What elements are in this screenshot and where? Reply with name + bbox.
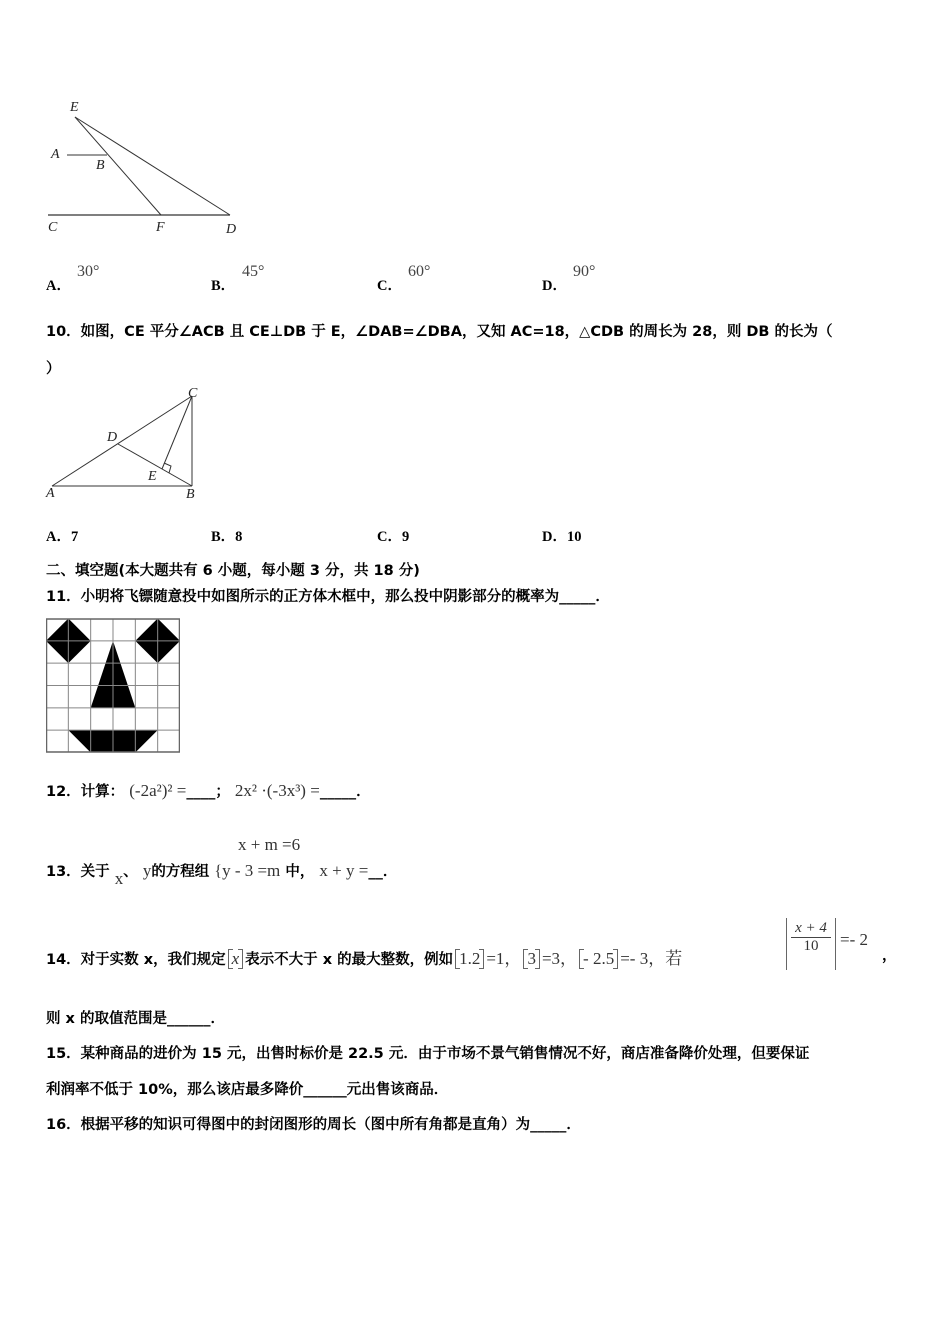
q13-y: y	[142, 861, 152, 880]
q14-floor-x: x	[228, 949, 244, 969]
q12-prefix: 12．计算：	[46, 784, 125, 800]
q13-prefix: 13．关于	[46, 864, 110, 880]
q14-value4: =- 2	[840, 930, 868, 949]
label-b: B	[186, 487, 195, 502]
label-c: C	[188, 386, 198, 401]
q9-option-a-letter[interactable]: A．	[46, 278, 71, 294]
q10-option-c[interactable]	[377, 525, 409, 546]
q14-text-b: 表示不大于 x 的最大整数，例如	[245, 952, 454, 968]
option-value: 7	[70, 529, 79, 545]
label-c: C	[48, 220, 58, 235]
q14-value3: =- 3，若	[620, 949, 683, 968]
q14-value2: =3，	[541, 949, 578, 968]
q15-line1: 15．某种商品的进价为 15 元，出售时标价是 22.5 元．由于市场不景气销售情况不好，商店准备降价处理，但要保证	[46, 1046, 810, 1062]
label-a: A	[51, 147, 60, 162]
label-d: D	[226, 222, 237, 237]
q13-eq2: y - 3 =m	[222, 861, 281, 880]
q14-denominator: 10	[803, 938, 819, 954]
q14-value1: =1，	[486, 949, 522, 968]
q9-option-d-letter[interactable]: D．	[542, 278, 567, 294]
q13-expr: x + y =	[319, 861, 369, 880]
q9-figure	[40, 95, 260, 245]
q10-option-d[interactable]	[542, 525, 581, 546]
q12-expr2: 2x² ·(-3x³) =	[234, 781, 320, 800]
q9-option-b-value: 45°	[242, 263, 265, 280]
option-letter: D．	[542, 529, 567, 545]
q14-example1: 1.2	[455, 949, 484, 969]
label-f: F	[156, 220, 165, 235]
label-a: A	[46, 486, 55, 501]
q10-option-a[interactable]	[46, 525, 78, 546]
q14-line2: 则 x 的取值范围是______．	[46, 1011, 225, 1027]
q11-dartboard-figure	[46, 617, 180, 754]
label-b: B	[96, 158, 105, 173]
q9-option-b-letter[interactable]: B．	[211, 278, 236, 294]
q14-comma: ，	[882, 948, 897, 964]
option-letter: B．	[211, 529, 236, 545]
q11-text: 11．小明将飞镖随意投中如图所示的正方体木框中，那么投中阴影部分的概率为_____．	[46, 589, 610, 605]
q13-mid: 的方程组	[151, 864, 210, 880]
label-d: D	[107, 430, 118, 445]
q10-text: 10．如图，CE 平分∠ACB 且 CE⊥DB 于 E，∠DAB=∠DBA，又知 AC=18，△CDB 的周长为 28，则 DB 的长为（	[46, 324, 833, 340]
q12-blank2[interactable]: _____．	[319, 784, 371, 800]
q9-option-a-value: 30°	[77, 263, 100, 280]
option-letter: A．	[46, 529, 71, 545]
label-e: E	[148, 469, 157, 484]
q13: 13．关于 x、 y的方程组 {y - 3 =m 中， x + y =__．	[46, 861, 398, 888]
q14-fraction	[786, 918, 836, 970]
q14-example2: 3	[523, 949, 540, 969]
q13-eq1: x + m =6	[238, 835, 301, 854]
section-2-heading: 二、填空题(本大题共有 6 小题，每小题 3 分，共 18 分)	[46, 563, 420, 579]
q16-text: 16．根据平移的知识可得图中的封闭图形的周长（图中所有角都是直角）为_____．	[46, 1117, 581, 1133]
q12-expr1: (-2a²)² =	[129, 781, 187, 800]
q13-suffix: 中，	[285, 864, 315, 880]
q10-option-b[interactable]	[211, 525, 242, 546]
option-value: 10	[566, 529, 582, 545]
q13-blank[interactable]: __．	[368, 864, 398, 880]
q15-line2: 利润率不低于 10%，那么该店最多降价______元出售该商品．	[46, 1082, 449, 1098]
q9-option-c-value: 60°	[408, 263, 431, 280]
q10-figure	[40, 383, 210, 503]
label-e: E	[70, 100, 79, 115]
option-letter: C．	[377, 529, 402, 545]
q14-example3: - 2.5	[579, 949, 618, 969]
q12-blank1[interactable]: ____；	[186, 784, 230, 800]
q14-numerator: x + 4	[791, 920, 831, 938]
q14-text-a: 14．对于实数 x，我们规定	[46, 952, 226, 968]
q10-text-cont: ）	[46, 361, 61, 377]
option-value: 8	[235, 529, 243, 545]
q13-x: x	[114, 869, 124, 888]
q14-line1	[46, 944, 682, 969]
q9-option-d-value: 90°	[573, 263, 596, 280]
q12	[46, 780, 371, 801]
option-value: 9	[401, 529, 410, 545]
q9-option-c-letter[interactable]: C．	[377, 278, 402, 294]
q13-sep: 、	[123, 864, 138, 880]
